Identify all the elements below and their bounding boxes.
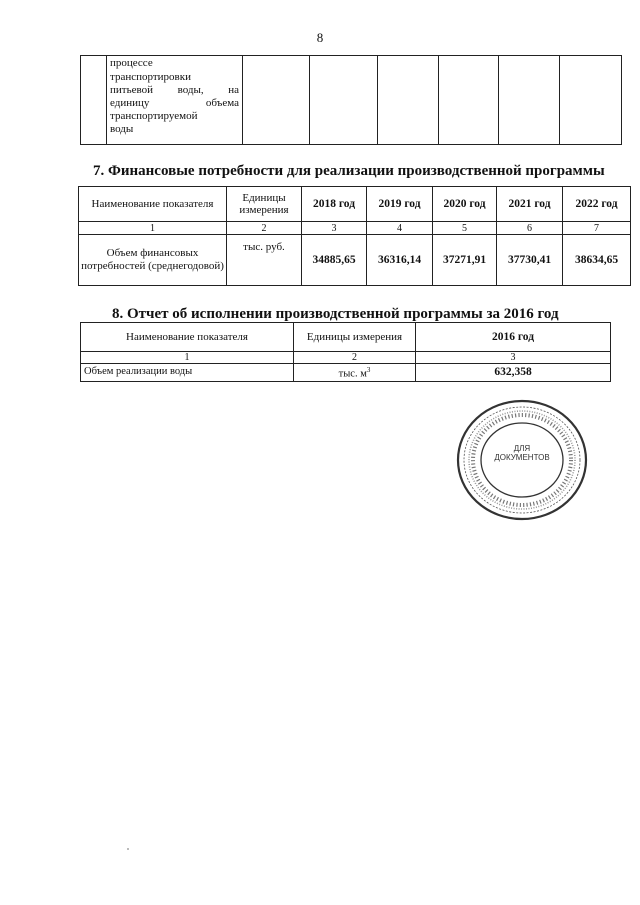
indicator-cell: [107, 56, 243, 145]
table-cell: [378, 56, 439, 145]
header-year: 2018 год: [302, 187, 367, 222]
row-name: Объем финансовых потребностей (среднегодовой): [79, 235, 227, 286]
cont-line: единицу объема: [110, 97, 239, 109]
seal-line: ДОКУМЕНТОВ: [494, 453, 550, 462]
row-value: 36316,14: [367, 235, 433, 286]
row-value: 34885,65: [302, 235, 367, 286]
row-name: Объем реализации воды: [81, 364, 294, 382]
column-number: 1: [79, 222, 227, 235]
row-unit-sup: 3: [366, 366, 371, 374]
financial-needs-table: [78, 186, 631, 286]
cont-line: воды: [110, 123, 134, 135]
section-7-title: 7. Финансовые потребности для реализации производственной программы: [93, 163, 605, 179]
row-value: 37271,91: [433, 235, 497, 286]
header-year: 2019 год: [367, 187, 433, 222]
column-number: 2: [294, 352, 416, 364]
seal-line: ДЛЯ: [513, 444, 531, 453]
column-number: 1: [81, 352, 294, 364]
cont-line: транспортируемой: [110, 110, 198, 122]
header-year: 2020 год: [433, 187, 497, 222]
table-cell: [499, 56, 560, 145]
program-report-table: [80, 322, 611, 382]
column-number: 3: [302, 222, 367, 235]
column-number: 2: [227, 222, 302, 235]
table-cell: [243, 56, 310, 145]
row-value: 38634,65: [563, 235, 631, 286]
section-8-title: 8. Отчет об исполнении производственной программы за 2016 год: [112, 306, 559, 322]
row-unit-text: тыс. м: [338, 368, 367, 380]
seal-text: [487, 444, 557, 462]
column-number: 5: [433, 222, 497, 235]
column-number: 4: [367, 222, 433, 235]
table-cell: [439, 56, 499, 145]
row-unit: [294, 364, 416, 382]
cont-line: процессе: [110, 57, 153, 69]
header-name: Наименование показателя: [81, 323, 294, 352]
scan-speck: [127, 848, 129, 850]
header-unit: Единицы измерения: [227, 187, 302, 222]
header-year: 2021 год: [497, 187, 563, 222]
row-value: 37730,41: [497, 235, 563, 286]
table-cell: [81, 56, 107, 145]
column-number: 3: [416, 352, 611, 364]
row-value: 632,358: [416, 364, 611, 382]
table-cell: [310, 56, 378, 145]
row-unit: тыс. руб.: [227, 235, 302, 286]
page-number: 8: [316, 30, 324, 45]
cont-line: питьевой воды, на: [110, 84, 239, 96]
cont-line: транспортировки: [110, 71, 191, 83]
header-unit: Единицы измерения: [294, 323, 416, 352]
header-name: Наименование показателя: [79, 187, 227, 222]
header-year: 2016 год: [416, 323, 611, 352]
continuation-table: [80, 55, 622, 145]
header-year: 2022 год: [563, 187, 631, 222]
table-cell: [560, 56, 622, 145]
column-number: 6: [497, 222, 563, 235]
column-number: 7: [563, 222, 631, 235]
